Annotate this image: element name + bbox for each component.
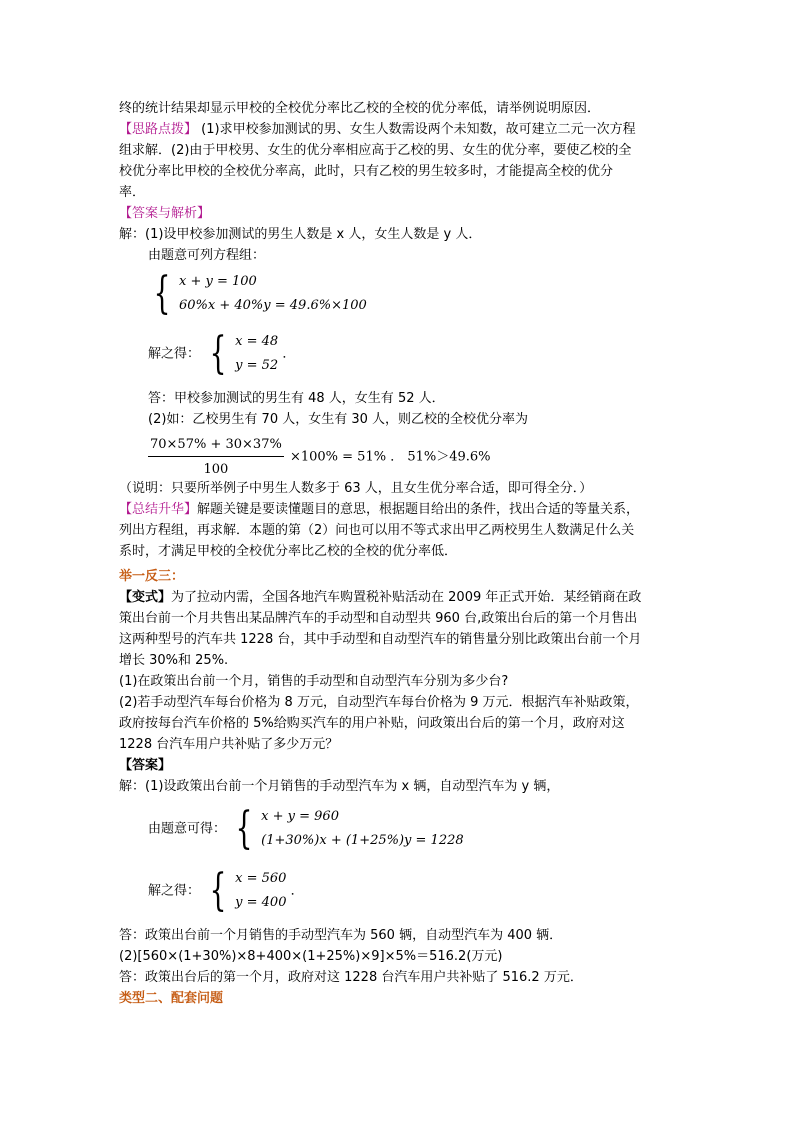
next-section-title: 类型二、配套问题 <box>119 991 224 1006</box>
brace-icon: { <box>209 865 227 916</box>
answer-line: 答：甲校参加测试的男生有 48 人，女生有 52 人． <box>148 391 445 406</box>
period: ． <box>290 883 304 899</box>
answer-line: 答：政策出台前一个月销售的手动型汽车为 560 辆，自动型汽车为 400 辆． <box>119 928 563 943</box>
text-line: 这两种型号的汽车共 1228 台，其中手动型和自动型汽车的销售量分别比政策出台前一个月 <box>119 632 642 647</box>
equation: x = 48 <box>235 334 279 349</box>
question-line: 1228 台汽车用户共补贴了多少万元？ <box>119 737 339 752</box>
document-page <box>119 98 679 1009</box>
text-line: 系时，才满足甲校的全校优分率比乙校的全校的优分率低． <box>119 544 458 559</box>
fraction-expression <box>119 434 679 477</box>
equation: y = 52 <box>235 358 279 373</box>
text-line: 终的统计结果却显示甲校的全校优分率比乙校的全校的优分率低，请举例说明原因． <box>119 101 601 116</box>
calculation-line: (2)[560×(1+30%)×8+400×(1+25%)×9]×5%＝516.2(万元) <box>119 949 503 964</box>
answer-heading: 【答案与解析】 <box>119 206 211 221</box>
summary-tag: 【总结升华】 <box>119 502 198 517</box>
equation: (1+30%)x + (1+25%)y = 1228 <box>261 833 464 848</box>
answer-heading: 【答案】 <box>119 758 172 773</box>
solution-line: (2)如：乙校男生有 70 人，女生有 30 人，则乙校的全校优分率为 <box>148 412 529 427</box>
equation: x + y = 100 <box>179 274 257 289</box>
equation-system-2 <box>119 805 679 857</box>
answer-line: 答：政策出台后的第一个月，政府对这 1228 台汽车用户共补贴了 516.2 万元． <box>119 970 583 985</box>
hint-tag: 【思路点拨】 <box>119 122 198 137</box>
solution-line: 由题意可列方程组： <box>148 248 266 263</box>
section-title: 举一反三： <box>119 569 185 584</box>
equation: x + y = 960 <box>261 809 339 824</box>
fraction-tail: ×100% = 51% ． 51%＞49.6% <box>289 449 491 465</box>
equation: x = 560 <box>235 871 287 886</box>
variant-line <box>119 587 679 608</box>
hint-text: (1)求甲校参加测试的男、女生人数需设两个未知数，故可建立二元一次方程 <box>197 122 636 137</box>
text-line: 组求解．(2)由于甲校男、女生的优分率相应高于乙校的男、女生的优分率，要使乙校的全 <box>119 143 632 158</box>
period: ． <box>282 346 296 362</box>
fraction-denominator: 100 <box>203 462 229 477</box>
summary-line <box>119 499 679 520</box>
variant-text: 为了拉动内需，全国各地汽车购置税补贴活动在 2009 年正式开始．某经销商在政 <box>171 590 642 605</box>
text-line: 率． <box>119 185 146 200</box>
fraction-numerator: 70×57% + 30×37% <box>148 434 284 457</box>
equation-system-1 <box>119 270 679 320</box>
text-line: 增长 30%和 25%. <box>119 653 229 668</box>
question-line: (2)若手动型汽车每台价格为 8 万元，自动型汽车每台价格为 9 万元．根据汽车补贴政策， <box>119 695 639 710</box>
solution-system-2 <box>119 867 679 919</box>
text-line: 校优分率比甲校的全校优分率高，此时，只有乙校的男生较多时，才能提高全校的优分 <box>119 164 614 179</box>
solution-line: 解：(1)设甲校参加测试的男生人数是 x 人，女生人数是 y 人． <box>119 227 482 242</box>
brace-icon: { <box>153 268 171 319</box>
setup-label: 由题意可得： <box>148 821 227 837</box>
equation: 60%x + 40%y = 49.6%×100 <box>179 298 367 313</box>
summary-text: 解题关键是要读懂题目的意思，根据题目给出的条件，找出合适的等量关系， <box>197 502 640 517</box>
text-line: 策出台前一个月共售出某品牌汽车的手动型和自动型共 960 台,政策出台后的第一个月售出 <box>119 611 638 626</box>
brace-icon: { <box>209 328 227 379</box>
question-line: 政府按每台汽车价格的 5%给购买汽车的用户补贴，问政策出台后的第一个月，政府对这 <box>119 716 625 731</box>
equation: y = 400 <box>235 895 287 910</box>
brace-icon: { <box>235 803 253 854</box>
solution-line: 解：(1)设政策出台前一个月销售的手动型汽车为 x 辆，自动型汽车为 y 辆， <box>119 779 560 794</box>
solution-system-1 <box>119 330 679 382</box>
solve-label: 解之得： <box>148 346 201 362</box>
solve-label: 解之得： <box>148 883 201 899</box>
note-line: （说明：只要所举例子中男生人数多于 63 人，且女生优分率合适，即可得全分．） <box>119 481 593 496</box>
variant-tag: 【变式】 <box>119 590 172 605</box>
text-line: 列出方程组，再求解．本题的第（2）问也可以用不等式求出甲乙两校男生人数满足什么关 <box>119 523 635 538</box>
question-line: (1)在政策出台前一个月，销售的手动型和自动型汽车分别为多少台? <box>119 674 509 689</box>
hint-line <box>119 119 679 140</box>
